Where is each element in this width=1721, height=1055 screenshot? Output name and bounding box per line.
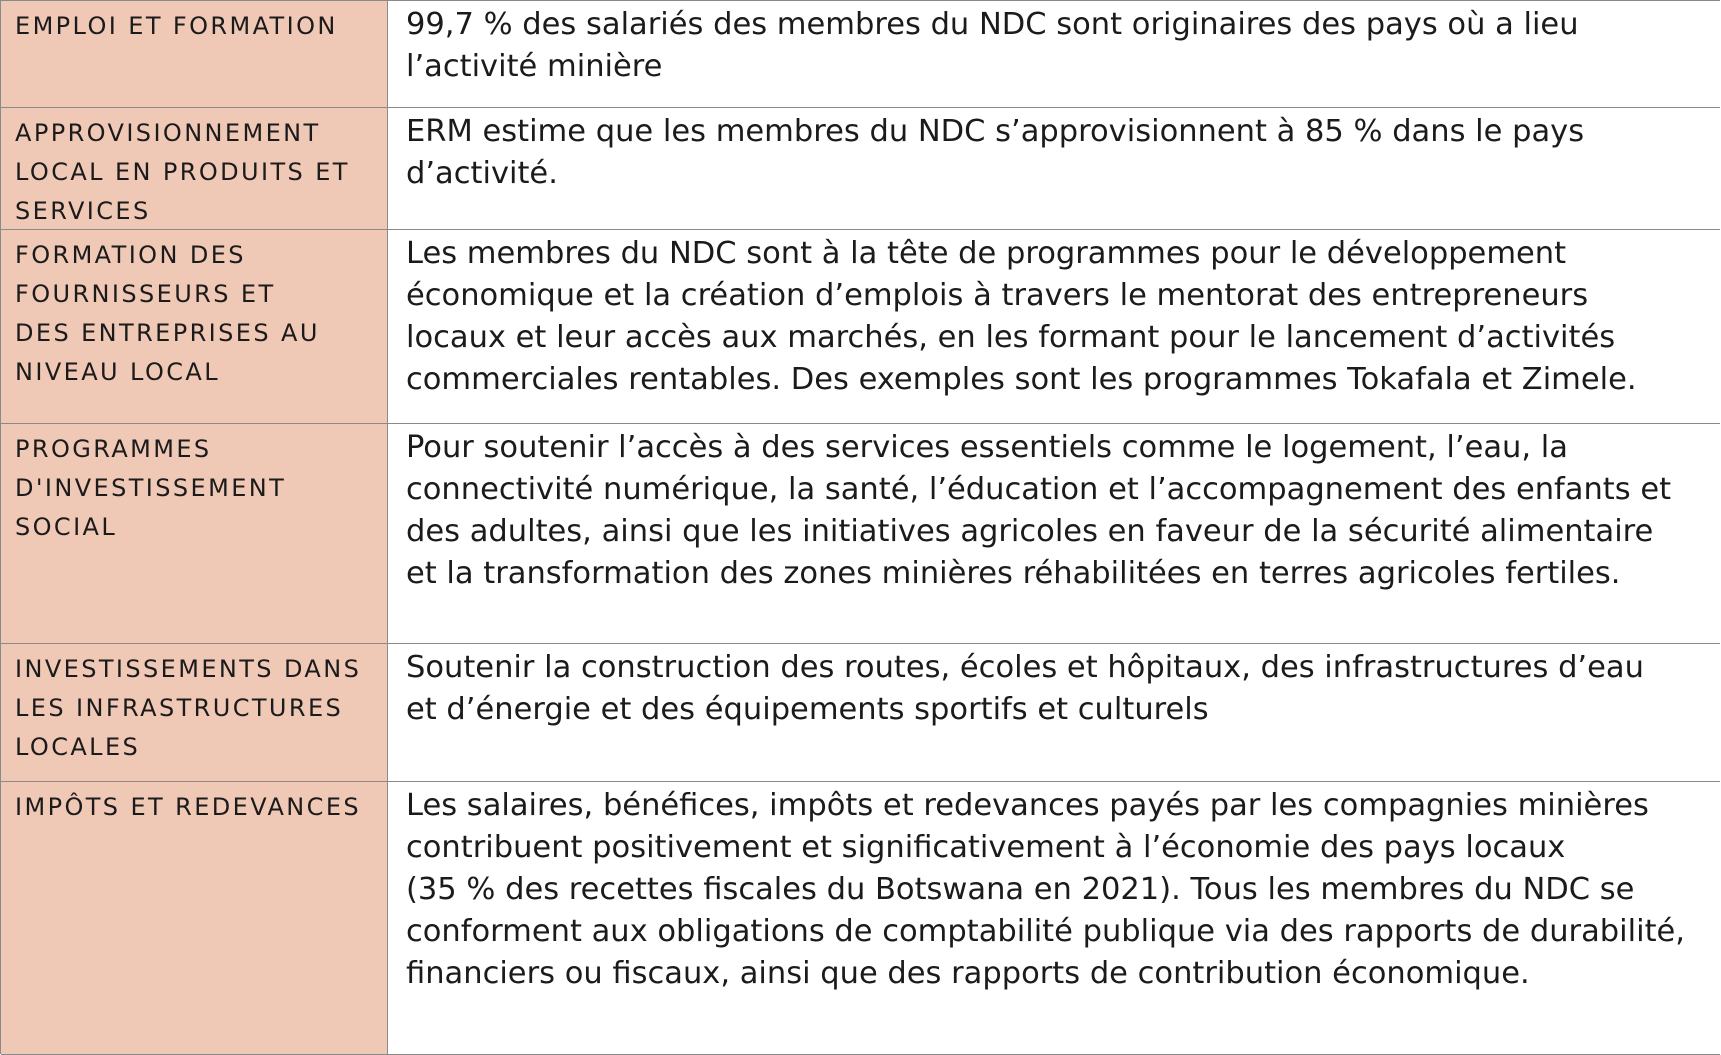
- table-row: [1, 108, 1720, 230]
- table-row: [1, 424, 1720, 644]
- row-text-programmes: Pour soutenir l’accès à des services essentiels comme le logement, l’eau, la connectivité numérique, la santé, l’éducation et l’accompagnement des enfants et des adultes, ainsi que les initiatives agricoles en faveur de la sécurité alimentaire et la transformation des zones minières réhabilitées en terres agricoles fertiles.: [406, 430, 1672, 591]
- table-row: [1, 782, 1720, 1055]
- row-label-programmes: PROGRAMMES D'INVESTISSEMENT SOCIAL: [1, 424, 388, 643]
- row-text-approvisionnement: ERM estime que les membres du NDC s’approvisionnent à 85 % dans le pays d’activité.: [406, 114, 1585, 191]
- row-label-formation: FORMATION DES FOURNISSEURS ET DES ENTREPRISES AU NIVEAU LOCAL: [1, 230, 388, 423]
- table-row: [1, 644, 1720, 782]
- row-text-emploi: 99,7 % des salariés des membres du NDC sont originaires des pays où a lieu l’activité minière: [406, 7, 1579, 84]
- row-label-infrastructures: INVESTISSEMENTS DANS LES INFRASTRUCTURES LOCALES: [1, 644, 388, 781]
- row-label-emploi: EMPLOI ET FORMATION: [1, 1, 388, 107]
- row-text-formation: Les membres du NDC sont à la tête de programmes pour le développement économique et la création d’emplois à travers le mentorat des entrepreneurs locaux et leur accès aux marchés, en les formant pour le lancement d’activités commerciales rentables. Des exemples sont les programmes Tokafala et Zimele.: [406, 236, 1637, 397]
- row-label-approvisionnement: APPROVISIONNEMENT LOCAL EN PRODUITS ET SERVICES: [1, 108, 388, 229]
- table-row: [1, 1, 1720, 108]
- table-row: [1, 230, 1720, 424]
- row-label-impots: IMPÔTS ET REDEVANCES: [1, 782, 388, 1054]
- row-text-infrastructures: Soutenir la construction des routes, écoles et hôpitaux, des infrastructures d’eau et d’énergie et des équipements sportifs et culturels: [406, 650, 1644, 727]
- row-text-impots: Les salaires, bénéfices, impôts et redevances payés par les compagnies minières contribuent positivement et significativement à l’économie des pays locaux (35 % des recettes fiscales du Botswana en 2021). Tous les membres du NDC se conforment aux obligations de comptabilité publique via des rapports de durabilité, financiers ou fiscaux, ainsi que des rapports de contribution économique.: [406, 788, 1685, 991]
